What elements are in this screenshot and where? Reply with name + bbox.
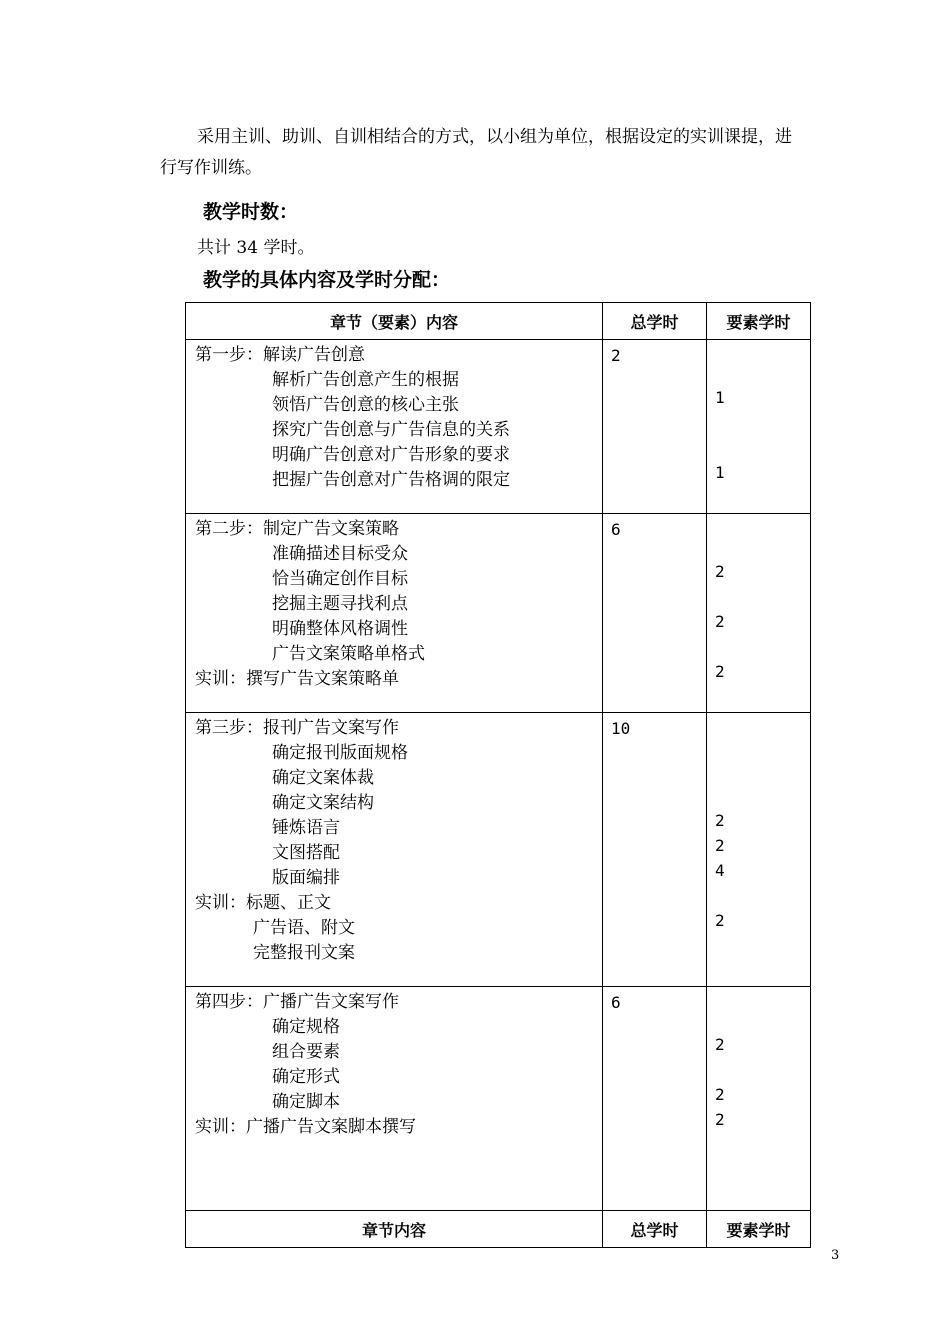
chapter-line: 第二步：制定广告文案策略 (195, 519, 399, 539)
total-hours-value: 6 (611, 520, 621, 539)
hours-text: 共计 34 学时。 (197, 238, 315, 258)
footer-total-hours: 总学时 (603, 1211, 707, 1248)
chapter-subline: 确定文案体裁 (272, 768, 374, 788)
element-hours-value (715, 360, 802, 385)
table-body (186, 340, 811, 1211)
element-hours-value (715, 1057, 802, 1082)
chapter-subline: 确定文案结构 (272, 793, 374, 813)
table-header-row (186, 303, 811, 340)
element-hours-value: 2 (715, 562, 725, 581)
element-hours-value (715, 1007, 802, 1032)
element-hours-value: 4 (715, 861, 725, 880)
chapter-subline: 确定规格 (272, 1017, 340, 1037)
element-hours-value: 2 (715, 1110, 725, 1129)
chapter-subline: 广告语、附文 (253, 918, 355, 938)
chapter-subline: 把握广告创意对广告格调的限定 (272, 470, 510, 490)
intro-line-1: 采用主训、助训、自训相结合的方式，以小组为单位，根据设定的实训课提，进 (197, 127, 792, 147)
element-hours-value (715, 758, 802, 783)
header-element-hours: 要素学时 (707, 303, 811, 340)
chapter-subline: 明确广告创意对广告形象的要求 (272, 445, 510, 465)
element-hours-value (715, 584, 802, 609)
total-hours-cell (603, 514, 707, 713)
total-hours-cell (603, 987, 707, 1211)
chapter-subline: 确定脚本 (272, 1092, 340, 1112)
element-hours-cell (707, 713, 811, 987)
chapter-subline: 领悟广告创意的核心主张 (272, 395, 459, 415)
element-hours-value (715, 783, 802, 808)
chapter-cell (186, 713, 603, 987)
header-total-hours: 总学时 (603, 303, 707, 340)
chapter-cell (186, 514, 603, 713)
element-hours-cell (707, 340, 811, 514)
total-hours-value: 6 (611, 993, 621, 1012)
chapter-line: 第一步：解读广告创意 (195, 345, 365, 365)
intro-paragraph (160, 122, 840, 184)
element-hours-value (715, 1157, 802, 1182)
page-number: 3 (831, 1248, 840, 1263)
footer-chapter-content: 章节内容 (186, 1211, 603, 1248)
chapter-line (195, 1165, 593, 1190)
chapter-subline: 确定报刊版面规格 (272, 743, 408, 763)
chapter-subline: 锤炼语言 (272, 818, 340, 838)
element-hours-value: 2 (715, 811, 725, 830)
chapter-line: 第四步：广播广告文案写作 (195, 992, 399, 1012)
chapter-cell (186, 340, 603, 514)
element-hours-value (715, 435, 802, 460)
element-hours-value (715, 485, 802, 510)
table-row (186, 514, 811, 713)
footer-element-hours: 要素学时 (707, 1211, 811, 1248)
total-hours-cell (603, 340, 707, 514)
table-row (186, 340, 811, 514)
total-hours-value: 10 (611, 719, 631, 738)
element-hours-value: 1 (715, 388, 725, 407)
header-chapter-content: 章节（要素）内容 (186, 303, 603, 340)
element-hours-value (715, 1182, 802, 1207)
chapter-line: 实训：广播广告文案脚本撰写 (195, 1117, 416, 1137)
content-heading: 教学的具体内容及学时分配： (203, 269, 451, 291)
chapter-subline: 明确整体风格调性 (272, 619, 408, 639)
element-hours-value: 2 (715, 662, 725, 681)
total-hours-cell (603, 713, 707, 987)
chapter-subline: 版面编排 (272, 868, 340, 888)
chapter-cell (186, 987, 603, 1211)
chapter-line (195, 1140, 593, 1165)
chapter-subline: 完整报刊文案 (253, 943, 355, 963)
hours-heading: 教学时数： (203, 201, 299, 223)
chapter-line: 实训：标题、正文 (195, 893, 331, 913)
element-hours-value (715, 410, 802, 435)
element-hours-value (715, 933, 802, 958)
element-hours-value (715, 883, 802, 908)
table-footer-row (186, 1211, 811, 1248)
element-hours-value (715, 958, 802, 983)
element-hours-value (715, 684, 802, 709)
element-hours-value (715, 733, 802, 758)
element-hours-value (715, 534, 802, 559)
element-hours-value (715, 634, 802, 659)
chapter-subline: 恰当确定创作目标 (272, 569, 408, 589)
chapter-subline: 广告文案策略单格式 (272, 644, 425, 664)
chapter-subline: 挖掘主题寻找利点 (272, 594, 408, 614)
chapter-subline: 文图搭配 (272, 843, 340, 863)
chapter-subline: 准确描述目标受众 (272, 544, 408, 564)
chapter-line: 实训：撰写广告文案策略单 (195, 669, 399, 689)
schedule-table (185, 302, 811, 1248)
element-hours-value: 2 (715, 911, 725, 930)
table-row (186, 987, 811, 1211)
intro-line-2: 行写作训练。 (160, 158, 262, 178)
chapter-subline: 探究广告创意与广告信息的关系 (272, 420, 510, 440)
chapter-line: 第三步：报刊广告文案写作 (195, 718, 399, 738)
chapter-subline: 解析广告创意产生的根据 (272, 370, 459, 390)
element-hours-cell (707, 514, 811, 713)
element-hours-value (715, 1132, 802, 1157)
element-hours-value: 2 (715, 1035, 725, 1054)
table-row (186, 713, 811, 987)
element-hours-value: 2 (715, 612, 725, 631)
element-hours-value: 1 (715, 463, 725, 482)
element-hours-cell (707, 987, 811, 1211)
chapter-subline: 组合要素 (272, 1042, 340, 1062)
chapter-subline: 确定形式 (272, 1067, 340, 1087)
total-hours-value: 2 (611, 346, 621, 365)
element-hours-value: 2 (715, 1085, 725, 1104)
element-hours-value: 2 (715, 836, 725, 855)
